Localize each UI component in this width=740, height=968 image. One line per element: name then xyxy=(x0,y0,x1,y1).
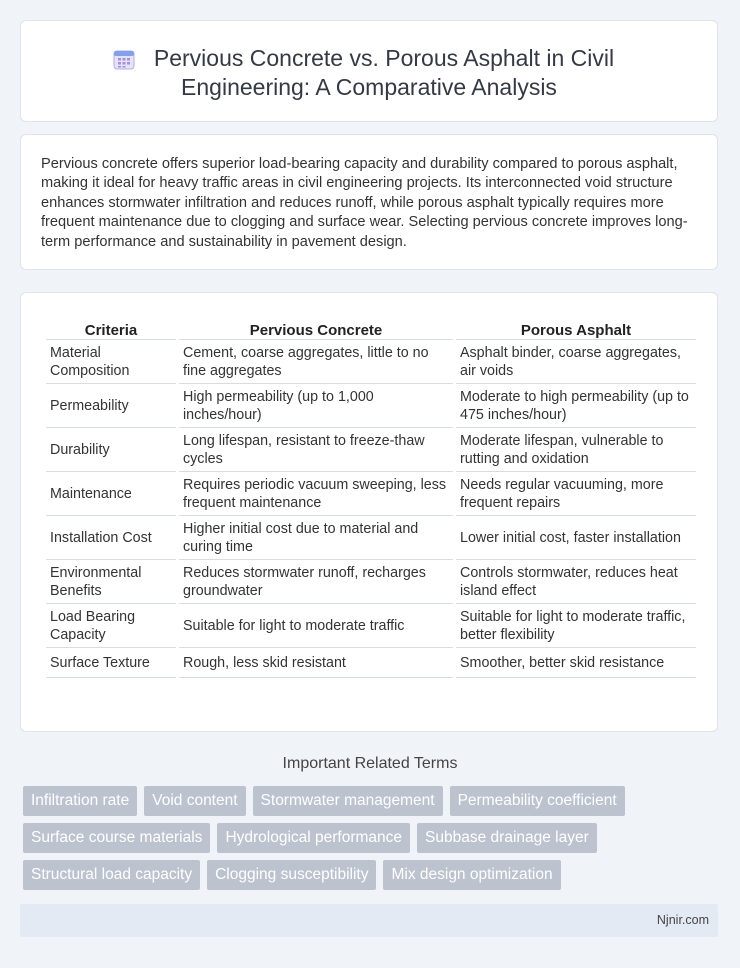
related-terms-title: Important Related Terms xyxy=(282,755,458,772)
summary-card xyxy=(20,134,718,270)
related-term-tag[interactable]: Mix design optimization xyxy=(383,860,560,890)
table-row xyxy=(46,340,696,384)
table-row xyxy=(46,472,696,516)
table-cell: Smoother, better skid resistance xyxy=(456,648,696,678)
header-porous-asphalt: Porous Asphalt xyxy=(456,315,696,340)
table-cell: Load Bearing Capacity xyxy=(46,604,176,648)
table-row xyxy=(46,384,696,428)
table-header-row xyxy=(46,315,696,340)
table-row xyxy=(46,648,696,678)
table-cell: Cement, coarse aggregates, little to no fine aggregates xyxy=(179,340,453,384)
related-term-tag[interactable]: Subbase drainage layer xyxy=(417,823,597,853)
table-cell: Reduces stormwater runoff, recharges groundwater xyxy=(179,560,453,604)
table-cell: Moderate lifespan, vulnerable to rutting and oxidation xyxy=(456,428,696,472)
footer-site-link[interactable]: Njnir.com xyxy=(656,913,709,927)
footer xyxy=(20,904,718,937)
table-cell: Long lifespan, resistant to freeze-thaw cycles xyxy=(179,428,453,472)
table-cell: Rough, less skid resistant xyxy=(179,648,453,678)
related-terms-list xyxy=(23,786,703,890)
table-cell: Maintenance xyxy=(46,472,176,516)
table-cell: Requires periodic vacuum sweeping, less frequent maintenance xyxy=(179,472,453,516)
table-cell: Needs regular vacuuming, more frequent repairs xyxy=(456,472,696,516)
table-cell: Moderate to high permeability (up to 475 inches/hour) xyxy=(456,384,696,428)
table-cell: Suitable for light to moderate traffic xyxy=(179,604,453,648)
title-card xyxy=(20,20,718,122)
table-row xyxy=(46,428,696,472)
related-term-tag[interactable]: Void content xyxy=(144,786,245,816)
table-cell: Environmental Benefits xyxy=(46,560,176,604)
summary-text: Pervious concrete offers superior load-bearing capacity and durability compared to porous asphalt, making it ideal for heavy traffic areas in civil engineering projects. Its interconnected void structure enhances stormwater infiltration and reduces runoff, while porous asphalt typically requires more frequent maintenance due to clogging and surface wear. Selecting pervious concrete improves long-term performance and sustainability in pavement design. xyxy=(41,156,688,250)
comparison-table-card xyxy=(20,292,718,732)
related-term-tag[interactable]: Hydrological performance xyxy=(217,823,410,853)
table-row xyxy=(46,560,696,604)
related-term-tag[interactable]: Surface course materials xyxy=(23,823,210,853)
related-term-tag[interactable]: Permeability coefficient xyxy=(450,786,625,816)
related-term-tag[interactable]: Stormwater management xyxy=(253,786,443,816)
comparison-table xyxy=(43,315,699,678)
table-cell: Installation Cost xyxy=(46,516,176,560)
table-cell: Asphalt binder, coarse aggregates, air voids xyxy=(456,340,696,384)
table-cell: Controls stormwater, reduces heat island effect xyxy=(456,560,696,604)
page-title: Pervious Concrete vs. Porous Asphalt in Civil Engineering: A Comparative Analysis xyxy=(153,45,615,100)
table-cell: Higher initial cost due to material and curing time xyxy=(179,516,453,560)
related-term-tag[interactable]: Infiltration rate xyxy=(23,786,137,816)
table-cell: Permeability xyxy=(46,384,176,428)
table-cell: Suitable for light to moderate traffic, better flexibility xyxy=(456,604,696,648)
table-row xyxy=(46,604,696,648)
table-cell: Surface Texture xyxy=(46,648,176,678)
table-cell: High permeability (up to 1,000 inches/hour) xyxy=(179,384,453,428)
header-criteria: Criteria xyxy=(46,315,176,340)
table-cell: Lower initial cost, faster installation xyxy=(456,516,696,560)
table-cell: Durability xyxy=(46,428,176,472)
related-term-tag[interactable]: Clogging susceptibility xyxy=(207,860,376,890)
table-cell: Material Composition xyxy=(46,340,176,384)
header-pervious-concrete: Pervious Concrete xyxy=(179,315,453,340)
table-row xyxy=(46,516,696,560)
related-term-tag[interactable]: Structural load capacity xyxy=(23,860,200,890)
